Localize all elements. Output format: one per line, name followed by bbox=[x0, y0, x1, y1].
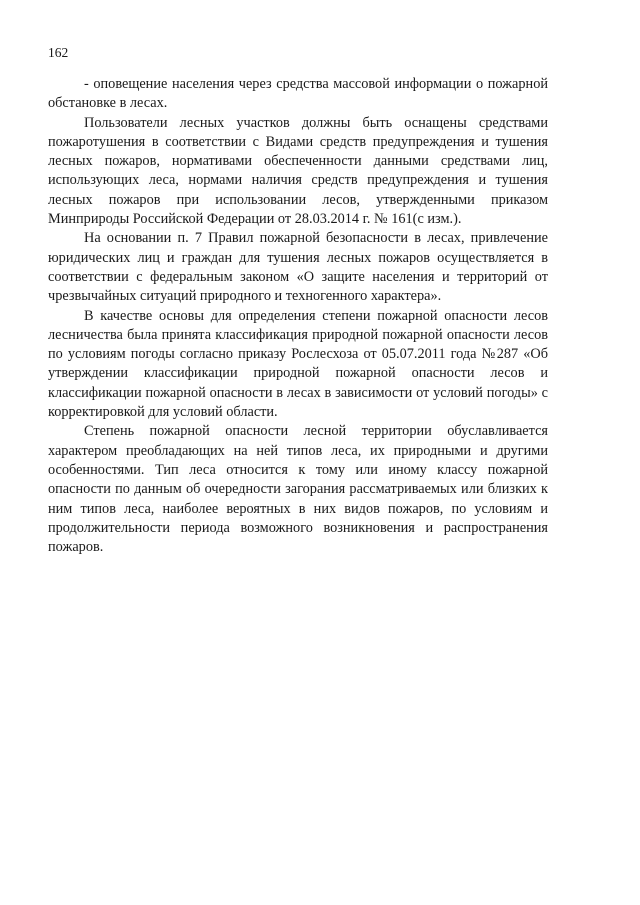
document-body bbox=[48, 75, 548, 557]
page-number: 162 bbox=[48, 45, 69, 60]
paragraph-fire-danger-degree: Степень пожарной опасности лесной территории обуславливается характером преобладающих на ней типов леса, их природными и другими особенностями. Тип леса относится к тому или иному классу пожарной опасности по данным об очередности загорания рассматриваемых или близких к ним типов леса, наиболее вероятных в них видов пожаров, по условиям и продолжительности периода возможного возникновения и распространения пожаров. bbox=[48, 423, 548, 556]
paragraph-fire-notification: - оповещение населения через средства массовой информации о пожарной обстановке в лесах. bbox=[48, 76, 548, 112]
paragraph-fire-safety-rules: На основании п. 7 Правил пожарной безопасности в лесах, привлечение юридических лиц и граждан для тушения лесных пожаров осуществляется в соответствии с федеральным законом «О защите населения и территорий от чрезвычайных ситуаций природного и техногенного характера». bbox=[48, 230, 548, 305]
paragraph-forest-users-equipment: Пользователи лесных участков должны быть оснащены средствами пожаротушения в соответствии с Видами средств предупреждения и тушения лесных пожаров, нормативами обеспеченности данными средствами лиц, использующих леса, нормами наличия средств предупреждения и тушения лесных пожаров при использовании лесов, утвержденными приказом Минприроды Российской Федерации от 28.03.2014 г. № 161(с изм.). bbox=[48, 114, 548, 228]
paragraph-fire-danger-classification: В качестве основы для определения степени пожарной опасности лесов лесничества была принята классификация природной пожарной опасности лесов по условиям погоды согласно приказу Рослесхоза от 05.07.2011 года №287 «Об утверждении классификации природной пожарной опасности лесов и классификации пожарной опасности в лесах в зависимости от условий погоды» с корректировкой для условий области. bbox=[48, 307, 548, 421]
